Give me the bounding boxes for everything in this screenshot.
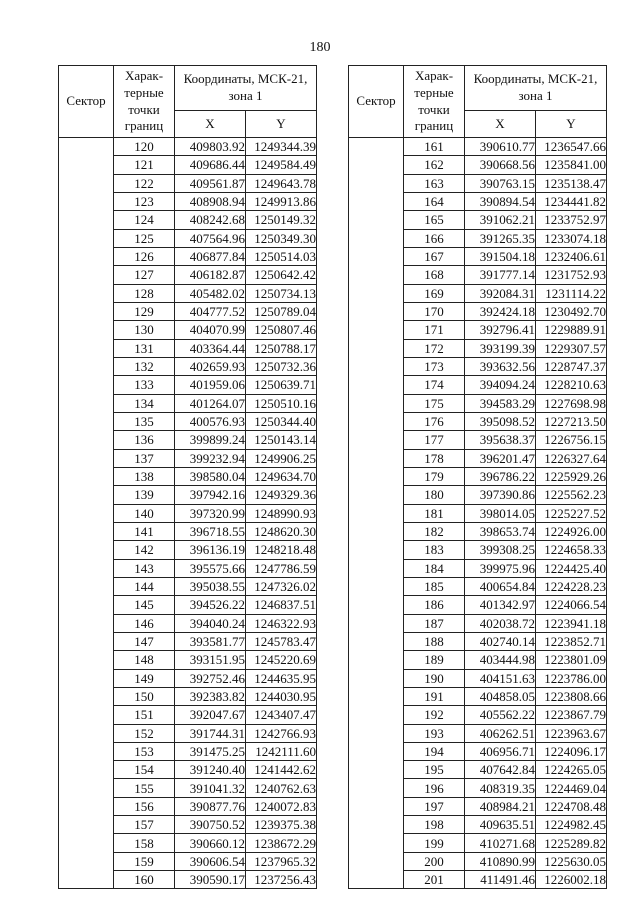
point-number: 150	[114, 687, 175, 705]
point-number: 131	[114, 339, 175, 357]
point-number: 145	[114, 596, 175, 614]
y-coordinate: 1224265.05	[536, 761, 607, 779]
point-number: 184	[404, 559, 465, 577]
point-number: 124	[114, 211, 175, 229]
point-number: 167	[404, 247, 465, 265]
table-row	[59, 138, 317, 156]
point-number: 186	[404, 596, 465, 614]
x-coordinate: 402659.93	[175, 357, 246, 375]
point-number: 198	[404, 816, 465, 834]
point-number: 166	[404, 229, 465, 247]
x-coordinate: 411491.46	[465, 871, 536, 889]
x-coordinate: 396201.47	[465, 449, 536, 467]
x-coordinate: 394526.22	[175, 596, 246, 614]
y-coordinate: 1246322.93	[246, 614, 317, 632]
x-coordinate: 408984.21	[465, 797, 536, 815]
y-coordinate: 1239375.38	[246, 816, 317, 834]
y-coordinate: 1249329.36	[246, 486, 317, 504]
y-coordinate: 1245783.47	[246, 632, 317, 650]
x-coordinate: 390590.17	[175, 871, 246, 889]
point-number: 177	[404, 431, 465, 449]
x-coordinate: 392383.82	[175, 687, 246, 705]
y-coordinate: 1226327.64	[536, 449, 607, 467]
point-number: 128	[114, 284, 175, 302]
y-coordinate: 1250639.71	[246, 376, 317, 394]
x-coordinate: 394040.24	[175, 614, 246, 632]
x-coordinate: 395638.37	[465, 431, 536, 449]
point-number: 187	[404, 614, 465, 632]
x-coordinate: 391041.32	[175, 779, 246, 797]
x-coordinate: 391744.31	[175, 724, 246, 742]
x-coordinate: 391265.35	[465, 229, 536, 247]
x-coordinate: 401264.07	[175, 394, 246, 412]
point-number: 146	[114, 614, 175, 632]
y-coordinate: 1227213.50	[536, 412, 607, 430]
x-coordinate: 410890.99	[465, 852, 536, 870]
y-coordinate: 1224066.54	[536, 596, 607, 614]
point-number: 132	[114, 357, 175, 375]
point-number: 190	[404, 669, 465, 687]
x-coordinate: 406182.87	[175, 266, 246, 284]
point-number: 188	[404, 632, 465, 650]
y-coordinate: 1231752.93	[536, 266, 607, 284]
point-number: 144	[114, 577, 175, 595]
coordinates-table-right	[348, 65, 607, 889]
x-coordinate: 397320.99	[175, 504, 246, 522]
point-number: 153	[114, 742, 175, 760]
y-coordinate: 1240072.83	[246, 797, 317, 815]
point-number: 123	[114, 192, 175, 210]
point-number: 154	[114, 761, 175, 779]
header-y: Y	[536, 111, 607, 138]
x-coordinate: 390894.54	[465, 192, 536, 210]
y-coordinate: 1229307.57	[536, 339, 607, 357]
y-coordinate: 1228210.63	[536, 376, 607, 394]
y-coordinate: 1225929.26	[536, 467, 607, 485]
point-number: 147	[114, 632, 175, 650]
y-coordinate: 1249906.25	[246, 449, 317, 467]
x-coordinate: 398580.04	[175, 467, 246, 485]
y-coordinate: 1250732.36	[246, 357, 317, 375]
y-coordinate: 1240762.63	[246, 779, 317, 797]
y-coordinate: 1235841.00	[536, 156, 607, 174]
y-coordinate: 1224469.04	[536, 779, 607, 797]
point-number: 165	[404, 211, 465, 229]
y-coordinate: 1250642.42	[246, 266, 317, 284]
y-coordinate: 1226756.15	[536, 431, 607, 449]
point-number: 183	[404, 541, 465, 559]
x-coordinate: 391240.40	[175, 761, 246, 779]
point-number: 189	[404, 651, 465, 669]
y-coordinate: 1248218.48	[246, 541, 317, 559]
y-coordinate: 1242111.60	[246, 742, 317, 760]
y-coordinate: 1230492.70	[536, 302, 607, 320]
x-coordinate: 400654.84	[465, 577, 536, 595]
point-number: 141	[114, 522, 175, 540]
x-coordinate: 409803.92	[175, 138, 246, 156]
y-coordinate: 1224708.48	[536, 797, 607, 815]
y-coordinate: 1225227.52	[536, 504, 607, 522]
point-number: 164	[404, 192, 465, 210]
y-coordinate: 1245220.69	[246, 651, 317, 669]
y-coordinate: 1238672.29	[246, 834, 317, 852]
point-number: 200	[404, 852, 465, 870]
x-coordinate: 404151.63	[465, 669, 536, 687]
point-number: 143	[114, 559, 175, 577]
point-number: 196	[404, 779, 465, 797]
x-coordinate: 397942.16	[175, 486, 246, 504]
x-coordinate: 403444.98	[465, 651, 536, 669]
point-number: 127	[114, 266, 175, 284]
x-coordinate: 402740.14	[465, 632, 536, 650]
x-coordinate: 408242.68	[175, 211, 246, 229]
point-number: 170	[404, 302, 465, 320]
x-coordinate: 394094.24	[465, 376, 536, 394]
x-coordinate: 399308.25	[465, 541, 536, 559]
y-coordinate: 1223963.67	[536, 724, 607, 742]
coordinates-table-left	[58, 65, 317, 889]
point-number: 156	[114, 797, 175, 815]
point-number: 121	[114, 156, 175, 174]
sector-cell	[349, 138, 404, 889]
point-number: 151	[114, 706, 175, 724]
x-coordinate: 395575.66	[175, 559, 246, 577]
x-coordinate: 409686.44	[175, 156, 246, 174]
y-coordinate: 1226002.18	[536, 871, 607, 889]
header-point: Харак-терные точки границ	[114, 66, 175, 138]
header-x: X	[175, 111, 246, 138]
point-number: 181	[404, 504, 465, 522]
point-number: 199	[404, 834, 465, 852]
x-coordinate: 396718.55	[175, 522, 246, 540]
x-coordinate: 406262.51	[465, 724, 536, 742]
x-coordinate: 408319.35	[465, 779, 536, 797]
x-coordinate: 401342.97	[465, 596, 536, 614]
y-coordinate: 1224982.45	[536, 816, 607, 834]
y-coordinate: 1223852.71	[536, 632, 607, 650]
y-coordinate: 1232406.61	[536, 247, 607, 265]
point-number: 192	[404, 706, 465, 724]
point-number: 174	[404, 376, 465, 394]
point-number: 175	[404, 394, 465, 412]
point-number: 139	[114, 486, 175, 504]
y-coordinate: 1233752.97	[536, 211, 607, 229]
point-number: 129	[114, 302, 175, 320]
point-number: 126	[114, 247, 175, 265]
y-coordinate: 1249643.78	[246, 174, 317, 192]
point-number: 130	[114, 321, 175, 339]
x-coordinate: 393581.77	[175, 632, 246, 650]
point-number: 120	[114, 138, 175, 156]
y-coordinate: 1225562.23	[536, 486, 607, 504]
point-number: 142	[114, 541, 175, 559]
y-coordinate: 1249584.49	[246, 156, 317, 174]
x-coordinate: 398014.05	[465, 504, 536, 522]
point-number: 138	[114, 467, 175, 485]
point-number: 149	[114, 669, 175, 687]
x-coordinate: 392796.41	[465, 321, 536, 339]
point-number: 180	[404, 486, 465, 504]
x-coordinate: 410271.68	[465, 834, 536, 852]
y-coordinate: 1247786.59	[246, 559, 317, 577]
point-number: 158	[114, 834, 175, 852]
x-coordinate: 403364.44	[175, 339, 246, 357]
y-coordinate: 1250734.13	[246, 284, 317, 302]
x-coordinate: 399899.24	[175, 431, 246, 449]
x-coordinate: 405482.02	[175, 284, 246, 302]
y-coordinate: 1225630.05	[536, 852, 607, 870]
x-coordinate: 396786.22	[465, 467, 536, 485]
point-number: 136	[114, 431, 175, 449]
point-number: 155	[114, 779, 175, 797]
x-coordinate: 406877.84	[175, 247, 246, 265]
y-coordinate: 1234441.82	[536, 192, 607, 210]
point-number: 125	[114, 229, 175, 247]
point-number: 162	[404, 156, 465, 174]
page-number: 180	[309, 40, 331, 55]
x-coordinate: 400576.93	[175, 412, 246, 430]
x-coordinate: 392084.31	[465, 284, 536, 302]
x-coordinate: 393632.56	[465, 357, 536, 375]
point-number: 161	[404, 138, 465, 156]
point-number: 122	[114, 174, 175, 192]
x-coordinate: 393151.95	[175, 651, 246, 669]
x-coordinate: 390763.15	[465, 174, 536, 192]
point-number: 178	[404, 449, 465, 467]
point-number: 133	[114, 376, 175, 394]
y-coordinate: 1250344.40	[246, 412, 317, 430]
y-coordinate: 1236547.66	[536, 138, 607, 156]
y-coordinate: 1249634.70	[246, 467, 317, 485]
y-coordinate: 1244030.95	[246, 687, 317, 705]
point-number: 191	[404, 687, 465, 705]
y-coordinate: 1246837.51	[246, 596, 317, 614]
x-coordinate: 390668.56	[465, 156, 536, 174]
y-coordinate: 1241442.62	[246, 761, 317, 779]
table-body	[59, 138, 317, 889]
y-coordinate: 1244635.95	[246, 669, 317, 687]
y-coordinate: 1224096.17	[536, 742, 607, 760]
y-coordinate: 1237256.43	[246, 871, 317, 889]
point-number: 168	[404, 266, 465, 284]
header-point: Харак-терные точки границ	[404, 66, 465, 138]
x-coordinate: 390660.12	[175, 834, 246, 852]
x-coordinate: 399232.94	[175, 449, 246, 467]
table-body	[349, 138, 607, 889]
point-number: 134	[114, 394, 175, 412]
y-coordinate: 1228747.37	[536, 357, 607, 375]
x-coordinate: 391475.25	[175, 742, 246, 760]
y-coordinate: 1223786.00	[536, 669, 607, 687]
y-coordinate: 1223808.66	[536, 687, 607, 705]
y-coordinate: 1250149.32	[246, 211, 317, 229]
point-number: 193	[404, 724, 465, 742]
point-number: 194	[404, 742, 465, 760]
x-coordinate: 399975.96	[465, 559, 536, 577]
point-number: 173	[404, 357, 465, 375]
x-coordinate: 390606.54	[175, 852, 246, 870]
header-sector: Сектор	[59, 66, 114, 138]
point-number: 195	[404, 761, 465, 779]
point-number: 157	[114, 816, 175, 834]
x-coordinate: 396136.19	[175, 541, 246, 559]
point-number: 182	[404, 522, 465, 540]
y-coordinate: 1224926.00	[536, 522, 607, 540]
header-sector: Сектор	[349, 66, 404, 138]
x-coordinate: 391062.21	[465, 211, 536, 229]
point-number: 148	[114, 651, 175, 669]
x-coordinate: 391777.14	[465, 266, 536, 284]
point-number: 185	[404, 577, 465, 595]
header-coordinates: Координаты, МСК-21, зона 1	[465, 66, 607, 111]
point-number: 140	[114, 504, 175, 522]
x-coordinate: 395098.52	[465, 412, 536, 430]
x-coordinate: 407642.84	[465, 761, 536, 779]
point-number: 135	[114, 412, 175, 430]
y-coordinate: 1250514.03	[246, 247, 317, 265]
header-coordinates: Координаты, МСК-21, зона 1	[175, 66, 317, 111]
y-coordinate: 1249344.39	[246, 138, 317, 156]
x-coordinate: 392047.67	[175, 706, 246, 724]
table-row	[349, 138, 607, 156]
y-coordinate: 1243407.47	[246, 706, 317, 724]
x-coordinate: 390877.76	[175, 797, 246, 815]
y-coordinate: 1250788.17	[246, 339, 317, 357]
y-coordinate: 1227698.98	[536, 394, 607, 412]
x-coordinate: 409561.87	[175, 174, 246, 192]
point-number: 172	[404, 339, 465, 357]
x-coordinate: 404070.99	[175, 321, 246, 339]
y-coordinate: 1242766.93	[246, 724, 317, 742]
y-coordinate: 1224425.40	[536, 559, 607, 577]
y-coordinate: 1250510.16	[246, 394, 317, 412]
x-coordinate: 398653.74	[465, 522, 536, 540]
header-x: X	[465, 111, 536, 138]
x-coordinate: 394583.29	[465, 394, 536, 412]
y-coordinate: 1250807.46	[246, 321, 317, 339]
x-coordinate: 397390.86	[465, 486, 536, 504]
y-coordinate: 1248620.30	[246, 522, 317, 540]
x-coordinate: 392424.18	[465, 302, 536, 320]
sector-cell	[59, 138, 114, 889]
x-coordinate: 393199.39	[465, 339, 536, 357]
x-coordinate: 405562.22	[465, 706, 536, 724]
y-coordinate: 1247326.02	[246, 577, 317, 595]
x-coordinate: 391504.18	[465, 247, 536, 265]
header-y: Y	[246, 111, 317, 138]
y-coordinate: 1224228.23	[536, 577, 607, 595]
x-coordinate: 409635.51	[465, 816, 536, 834]
y-coordinate: 1250143.14	[246, 431, 317, 449]
point-number: 160	[114, 871, 175, 889]
x-coordinate: 406956.71	[465, 742, 536, 760]
y-coordinate: 1250349.30	[246, 229, 317, 247]
x-coordinate: 390750.52	[175, 816, 246, 834]
y-coordinate: 1249913.86	[246, 192, 317, 210]
x-coordinate: 407564.96	[175, 229, 246, 247]
point-number: 176	[404, 412, 465, 430]
point-number: 197	[404, 797, 465, 815]
y-coordinate: 1248990.93	[246, 504, 317, 522]
y-coordinate: 1223867.79	[536, 706, 607, 724]
x-coordinate: 390610.77	[465, 138, 536, 156]
y-coordinate: 1237965.32	[246, 852, 317, 870]
y-coordinate: 1224658.33	[536, 541, 607, 559]
y-coordinate: 1233074.18	[536, 229, 607, 247]
point-number: 163	[404, 174, 465, 192]
y-coordinate: 1229889.91	[536, 321, 607, 339]
point-number: 201	[404, 871, 465, 889]
x-coordinate: 401959.06	[175, 376, 246, 394]
x-coordinate: 395038.55	[175, 577, 246, 595]
point-number: 179	[404, 467, 465, 485]
y-coordinate: 1225289.82	[536, 834, 607, 852]
x-coordinate: 392752.46	[175, 669, 246, 687]
point-number: 171	[404, 321, 465, 339]
y-coordinate: 1223941.18	[536, 614, 607, 632]
y-coordinate: 1235138.47	[536, 174, 607, 192]
y-coordinate: 1223801.09	[536, 651, 607, 669]
x-coordinate: 402038.72	[465, 614, 536, 632]
y-coordinate: 1250789.04	[246, 302, 317, 320]
x-coordinate: 404777.52	[175, 302, 246, 320]
point-number: 169	[404, 284, 465, 302]
y-coordinate: 1231114.22	[536, 284, 607, 302]
x-coordinate: 404858.05	[465, 687, 536, 705]
x-coordinate: 408908.94	[175, 192, 246, 210]
point-number: 152	[114, 724, 175, 742]
point-number: 159	[114, 852, 175, 870]
point-number: 137	[114, 449, 175, 467]
